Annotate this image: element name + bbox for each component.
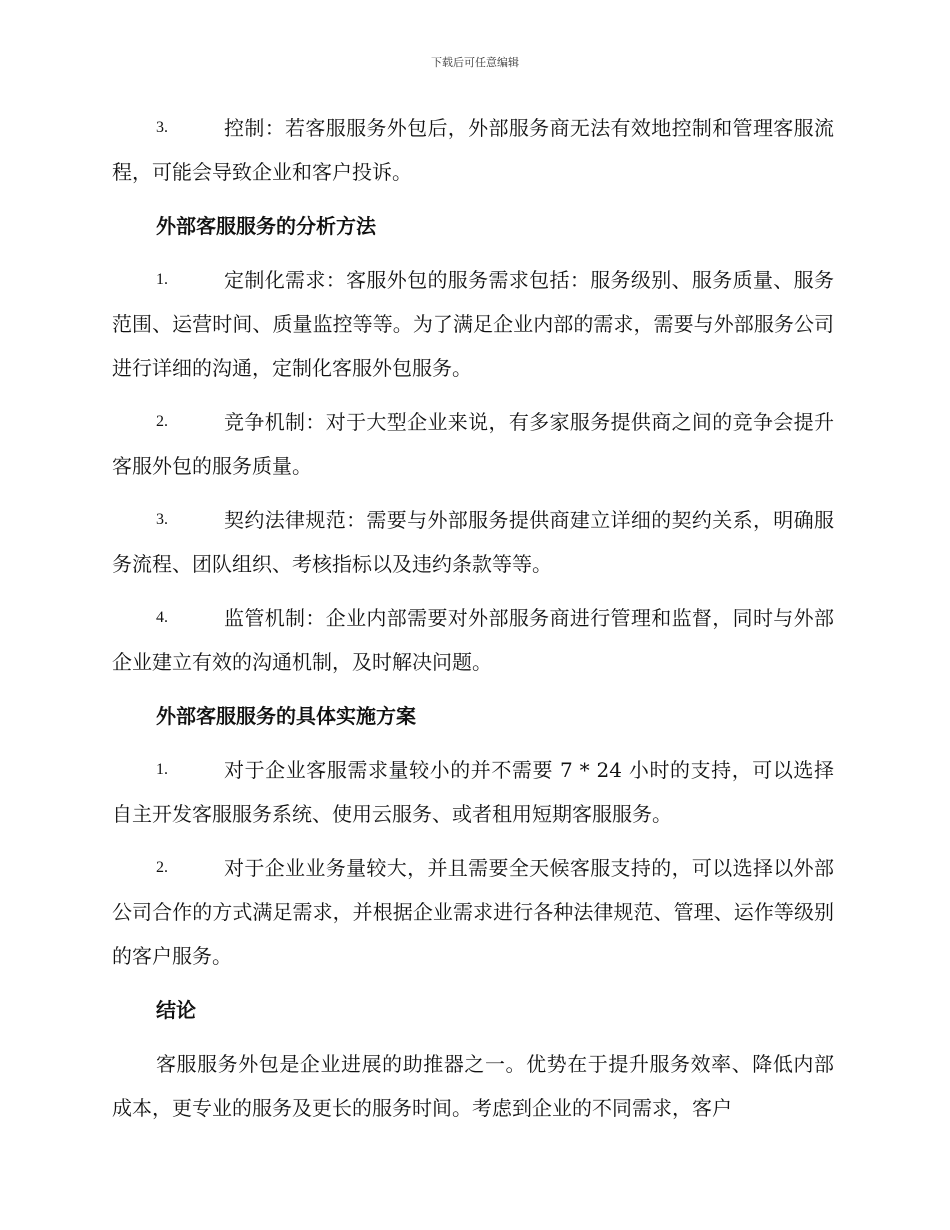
list-item [112, 846, 834, 978]
list-item [112, 748, 834, 836]
list-item [112, 106, 834, 194]
section-heading: 结论 [156, 998, 196, 1022]
list-item-text: 对于企业业务量较大，并且需要全天候客服支持的，可以选择以外部公司合作的方式满足需求，并根据企业需求进行各种法律规范、管理、运作等级别的客户服务。 [112, 856, 834, 968]
list-item-text: 竞争机制：对于大型企业来说，有多家服务提供商之间的竞争会提升客服外包的服务质量。 [112, 410, 834, 478]
list-number: 3. [156, 119, 168, 136]
list-item-text: 契约法律规范：需要与外部服务提供商建立详细的契约关系，明确服务流程、团队组织、考核指标以及违约条款等等。 [112, 508, 834, 576]
list-number: 4. [156, 609, 168, 626]
list-item [112, 258, 834, 390]
document-body [112, 106, 834, 1140]
list-number: 3. [156, 511, 168, 528]
running-header: 下载后可任意编辑 [431, 56, 519, 69]
list-item [112, 596, 834, 684]
list-item-text: 监管机制：企业内部需要对外部服务商进行管理和监督，同时与外部企业建立有效的沟通机制，及时解决问题。 [112, 606, 834, 674]
list-number: 2. [156, 413, 168, 430]
section-heading: 外部客服服务的分析方法 [156, 214, 376, 238]
list-item [112, 498, 834, 586]
list-number: 1. [156, 761, 168, 778]
list-item-text: 对于企业客服需求量较小的并不需要 7 * 24 小时的支持，可以选择自主开发客服服务系统、使用云服务、或者租用短期客服服务。 [112, 758, 834, 826]
list-item-text: 控制：若客服服务外包后，外部服务商无法有效地控制和管理客服流程，可能会导致企业和客户投诉。 [112, 116, 834, 184]
list-number: 2. [156, 859, 168, 876]
body-paragraph: 客服服务外包是企业进展的助推器之一。优势在于提升服务效率、降低内部成本，更专业的服务及更长的服务时间。考虑到企业的不同需求，客户 [112, 1052, 834, 1120]
list-number: 1. [156, 271, 168, 288]
list-item-text: 定制化需求：客服外包的服务需求包括：服务级别、服务质量、服务范围、运营时间、质量监控等等。为了满足企业内部的需求，需要与外部服务公司进行详细的沟通，定制化客服外包服务。 [112, 268, 834, 380]
list-item [112, 400, 834, 488]
section-heading: 外部客服服务的具体实施方案 [156, 704, 416, 728]
